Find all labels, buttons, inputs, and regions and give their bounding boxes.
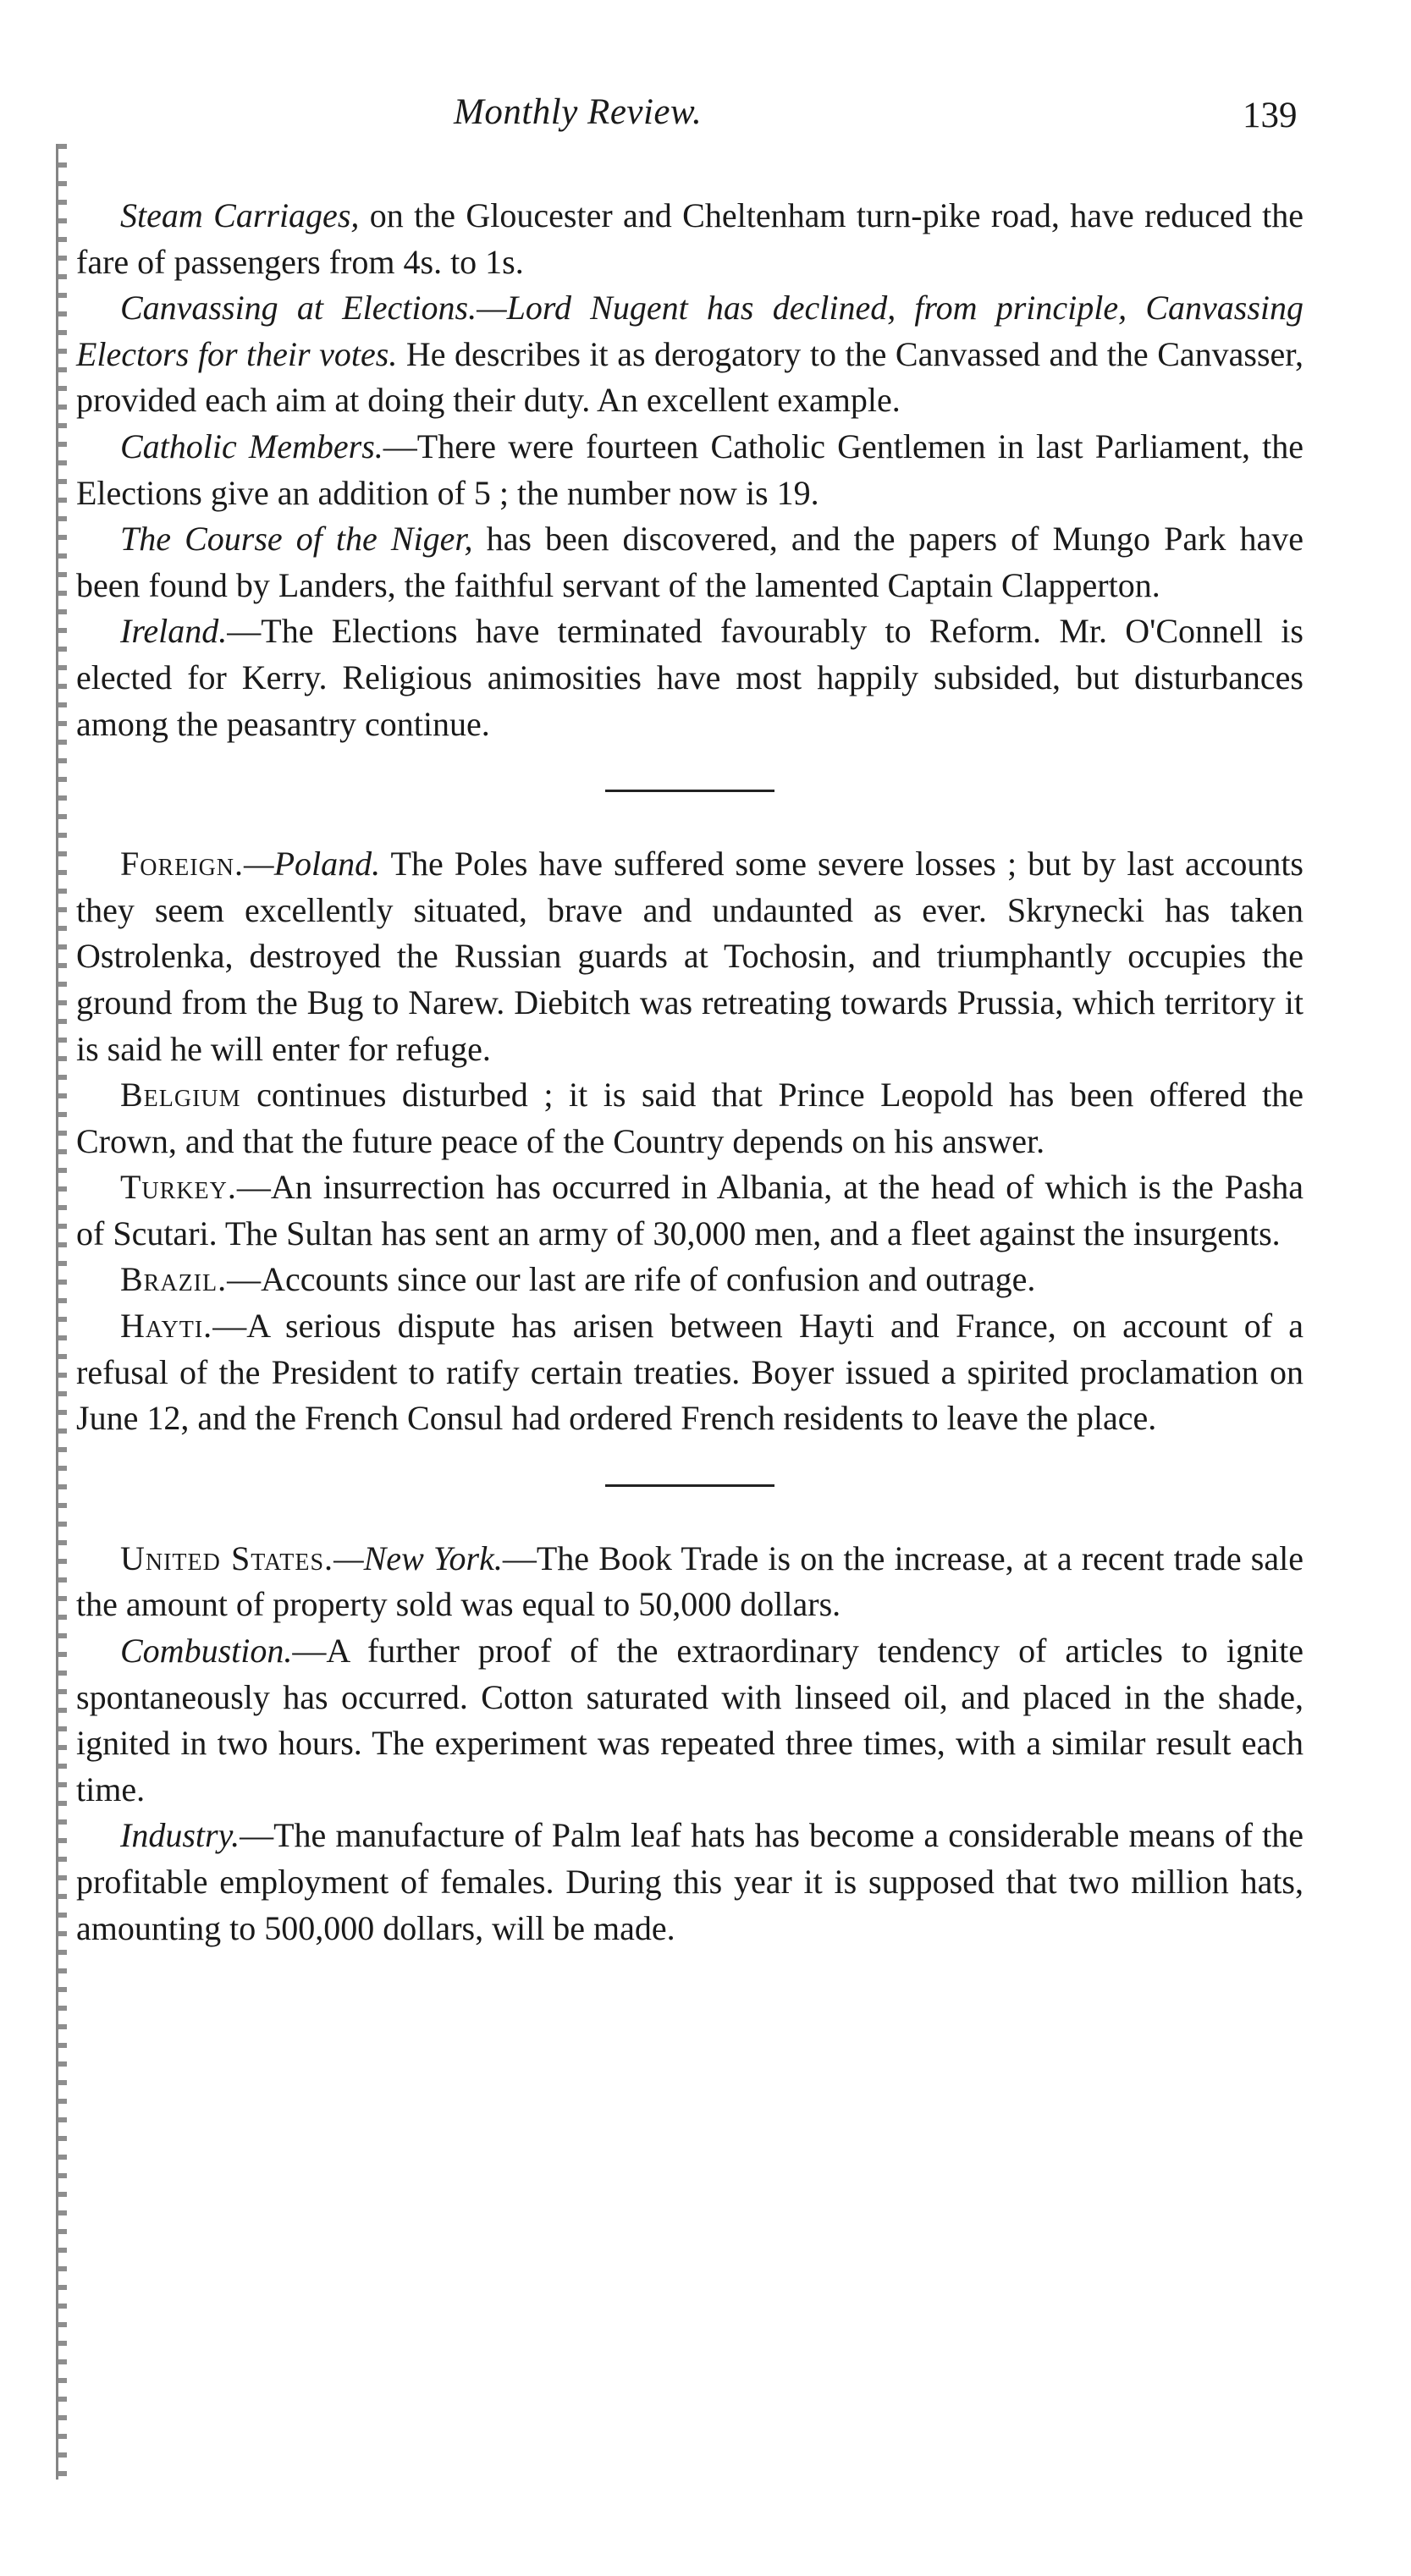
news-item	[76, 285, 1304, 424]
item-heading: Canvassing at Elections.—Lord Nugent has declined, from principle, Canvassing Electors for their votes.	[76, 289, 1304, 373]
item-text: —A further proof of the extraordinary tendency of articles to ignite spontaneously has occurred. Cotton saturated with linseed oil, and placed in the shade, ignited in two hours. The experiment was repeated three times, with a similar result each time.	[76, 1632, 1304, 1808]
item-heading: United States.	[120, 1538, 334, 1577]
item-heading: Ireland.	[120, 612, 228, 651]
news-section	[76, 1536, 1304, 1951]
item-subheading: —Poland.	[244, 845, 381, 883]
section-divider	[605, 1484, 774, 1487]
news-item	[76, 424, 1304, 516]
news-item	[76, 516, 1304, 608]
section-divider	[605, 790, 774, 792]
item-text: —The Elections have terminated favourably to Reform. Mr. O'Connell is elected for Kerry. Religious animosities have most happily subsided, but disturbances among the peasantry continue.	[76, 612, 1304, 743]
item-heading: Foreign.	[120, 845, 245, 883]
item-heading: Hayti.	[120, 1307, 213, 1346]
news-section	[76, 841, 1304, 1442]
news-section	[76, 193, 1304, 747]
news-item	[76, 1303, 1304, 1442]
running-head: Monthly Review.	[454, 92, 703, 132]
item-heading: Industry.	[120, 1816, 240, 1855]
news-item	[76, 1536, 1304, 1628]
item-heading: Turkey.	[120, 1168, 237, 1207]
news-item	[76, 1257, 1304, 1303]
item-text: —Accounts since our last are rife of confusion and outrage.	[227, 1260, 1036, 1299]
item-text: continues disturbed ; it is said that Prince Leopold has been offered the Crown, and that the future peace of the Country depends on his answer.	[76, 1076, 1304, 1160]
item-heading: Steam Carriages,	[120, 196, 360, 234]
item-heading: Catholic Members.	[120, 427, 383, 465]
news-item	[76, 1813, 1304, 1951]
item-text: —A serious dispute has arisen between Hayti and France, on account of a refusal of the President to ratify certain treaties. Boyer issued a spirited proclamation on June 12, and the French Consul had ordered French residents to leave the place.	[76, 1307, 1304, 1438]
item-text: —An insurrection has occurred in Albania, at the head of which is the Pasha of Scutari. The Sultan has sent an army of 30,000 men, and a fleet against the insurgents.	[76, 1168, 1304, 1252]
binding-edge	[56, 144, 67, 2480]
item-text: —There were fourteen Catholic Gentlemen in last Parliament, the Elections give an addition of 5 ; the number now is 19.	[76, 427, 1304, 512]
news-item	[76, 841, 1304, 1072]
item-text: He describes it as derogatory to the Canvassed and the Canvasser, provided each aim at doing their duty. An excellent example.	[76, 334, 1304, 420]
news-item	[76, 1164, 1304, 1257]
article-body	[76, 193, 1304, 1951]
news-item	[76, 608, 1304, 747]
item-heading: Brazil.	[120, 1260, 228, 1299]
item-text: The Poles have suffered some severe losses ; but by last accounts they seem excellently situated, brave and undaunted as ever. Skrynecki has taken Ostrolenka, destroyed the Russian guards at Tochosin, and triumphantly occupies the ground from the Bug to Narew. Diebitch was retreating towards Prussia, which territory it is said he will enter for refuge.	[76, 845, 1304, 1068]
news-item	[76, 1072, 1304, 1164]
news-item	[76, 193, 1304, 285]
item-subheading: —New York.	[333, 1538, 503, 1577]
item-heading: Combustion.	[120, 1632, 293, 1671]
item-text: —The manufacture of Palm leaf hats has become a considerable means of the profitable employment of females. During this year it is supposed that two million hats, amounting to 500,000 dollars, will be made.	[76, 1816, 1304, 1947]
page-number: 139	[1243, 96, 1298, 135]
item-heading: The Course of the Niger,	[120, 520, 473, 559]
news-item	[76, 1628, 1304, 1813]
item-heading: Belgium	[120, 1076, 241, 1115]
item-text: on the Gloucester and Cheltenham turn-pike road, have reduced the fare of passengers from 4s. to 1s.	[76, 196, 1304, 281]
item-text: —The Book Trade is on the increase, at a recent trade sale the amount of property sold was equal to 50,000 dollars.	[76, 1538, 1304, 1624]
item-text: has been discovered, and the papers of Mungo Park have been found by Landers, the faithful servant of the lamented Captain Clapperton.	[76, 520, 1304, 604]
